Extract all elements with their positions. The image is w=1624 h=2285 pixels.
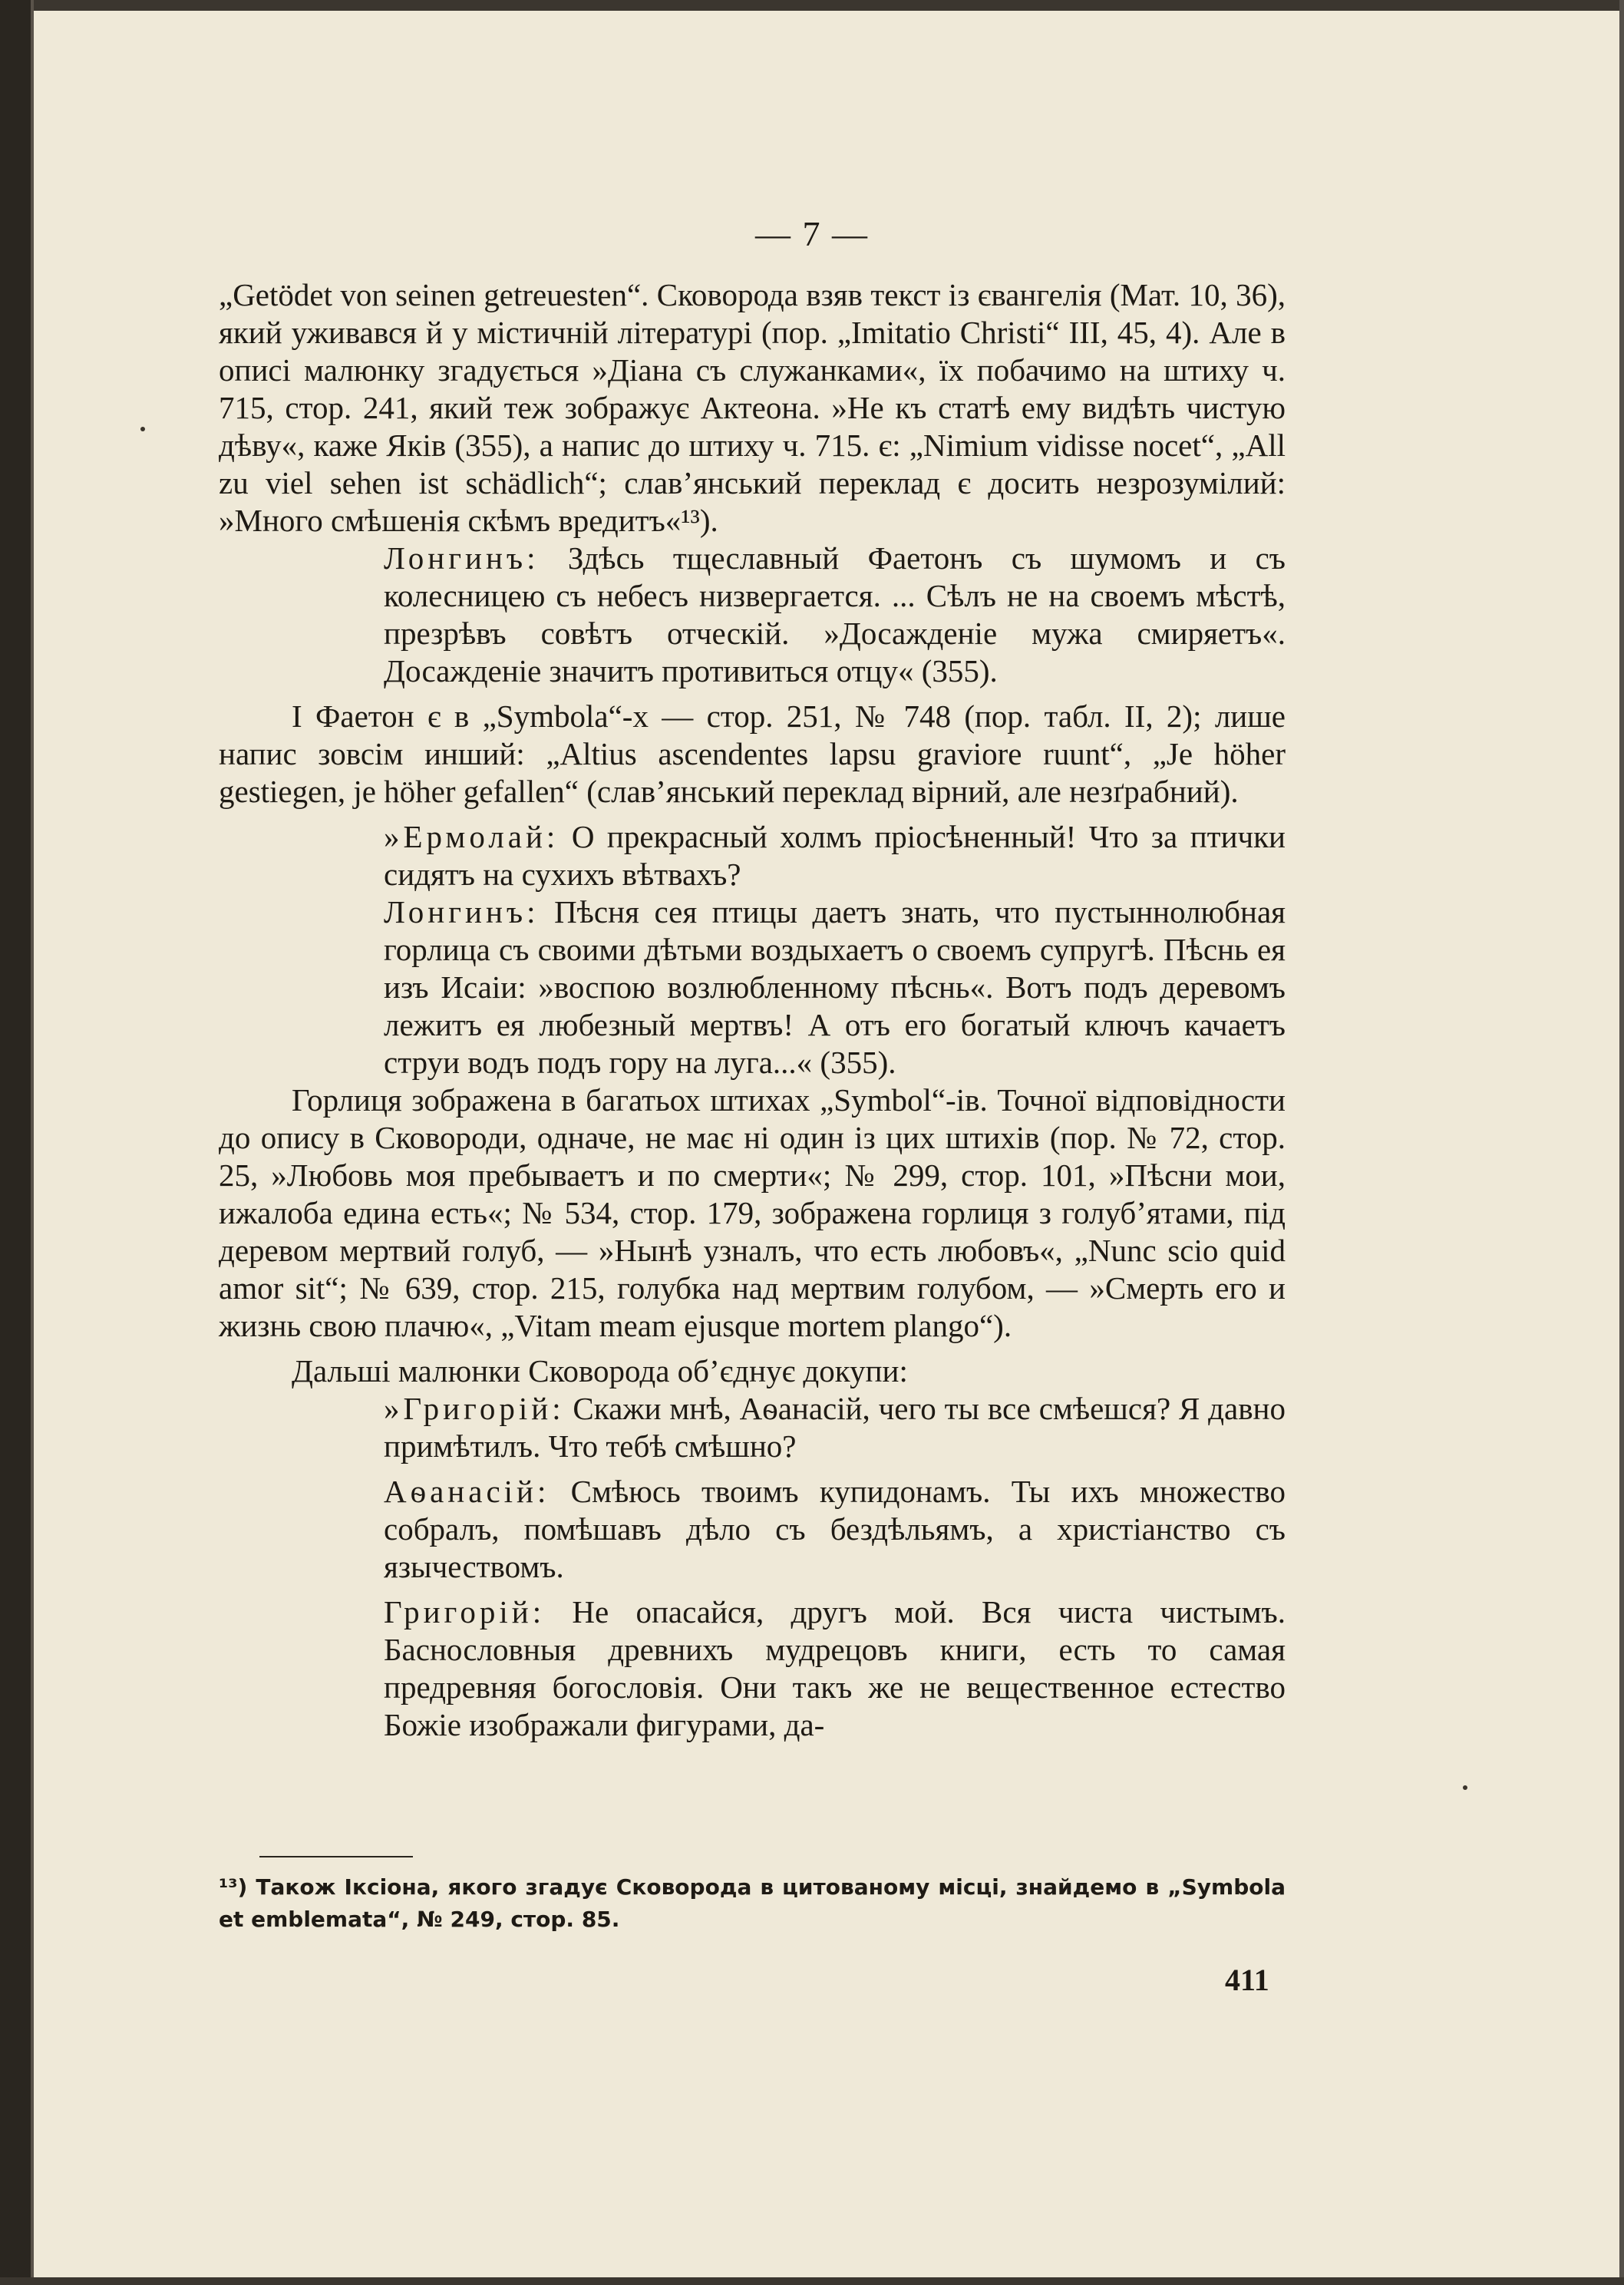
quote-text: Смѣюсь твоимъ купидонамъ. Ты ихъ множество собралъ, помѣшавъ дѣло съ бездѣльямъ, а христіанство съ язычествомъ. [384, 1474, 1286, 1584]
quote-paragraph [384, 1593, 1286, 1744]
quote-text: Не опасайся, другъ мой. Вся чиста чистымъ. Баснословныя древнихъ мудрецовъ книги, есть то самая предревняя богословія. Они такъ же не вещественное естество Божіе изображали фигурами, да- [384, 1594, 1286, 1742]
paragraph: Горлиця зображена в багатьох штихах „Symbol“-ів. Точної відповідности до опису в Сковороди, одначе, не має ні один із цих штихів (пор. № 72, стор. 25, »Любовь моя пребываетъ и по смерти«; № 299, стор. 101, »Пѣсни мои, ижалоба едина есть«; № 534, стор. 179, зображена горлиця з голуб’ятами, під деревом мертвий голуб, — »Нынѣ узналъ, что есть любовъ«, „Nunc scio quid amor sit“; № 639, стор. 215, голубка над мертвим голубом, — »Смерть его и жизнь свою плачю«, „Vitam meam ejusque mortem plango“). [219, 1082, 1286, 1343]
quote-text: Пѣсня сея птицы даетъ знать, что пустыннолюбная горлица съ своими дѣтьми воздыхаетъ о своемъ супругѣ. Пѣснь ея изъ Исаіи: »воспою возлюбленному пѣснь«. Вотъ подъ деревомъ лежитъ ея любезный мертвъ! А отъ его богатый ключъ качаетъ струи водъ подъ гору на луга...« (355). [384, 894, 1286, 1080]
quote-text: Скажи мнѣ, Аѳанасій, чего ты все смѣешся? Я давно примѣтилъ. Что тебѣ смѣшно? [384, 1391, 1286, 1464]
scan-edge-top [0, 0, 1624, 11]
quote-text: Здѣсь тщеславный Фаетонъ съ шумомъ и съ колесницею съ небесъ низвергается. ... Сѣлъ не на своемъ мѣстѣ, презрѣвъ совѣтъ отческій. »Досажденіе мужа смиряетъ«. Досажденіе значитъ противиться отцу« (355). [384, 540, 1286, 688]
quote-paragraph [384, 818, 1286, 893]
paragraph: „Getödet von seinen getreuesten“. Сковорода взяв текст із євангелія (Мат. 10, 36), який уживався й у містичній літературі (пор. „Imitatio Christi“ III, 45, 4). Але в описі малюнку згадується »Діана съ служанками«, їх побачимо на штиху ч. 715, стор. 241, який теж зображує Актеона. »Не къ статѣ ему видѣть чистую дѣву«, каже Яків (355), а напис до штиху ч. 715. є: „Nimium vidisse nocet“, „All zu viel sehen ist schädlich“; слав’янський переклад є досить незрозумілий: »Много смѣшенія скѣмъ вредитъ«¹³). [219, 277, 1286, 538]
scan-edge-left-line [31, 0, 34, 2285]
speaker-name: »Ермолай: [384, 819, 559, 854]
quote-paragraph [384, 893, 1286, 1081]
scan-speck [1463, 1785, 1467, 1790]
footnote-text: Також Іксіона, якого згадує Сковорода в цитованому місці, знайдемо в „Symbola et emblemata“, № 249, стор. 85. [219, 1874, 1286, 1932]
speaker-name: Лонгинъ: [384, 540, 540, 576]
paragraph: І Фаетон є в „Symbola“-х — стор. 251, № 748 (пор. табл. II, 2); лише напис зовсім инший: „Altius ascendentes lapsu graviore ruunt“, „Je höher gestiegen, je höher gefallen“ (слав’янський переклад вірний, але незґрабний). [219, 698, 1286, 809]
quote-paragraph [384, 1390, 1286, 1465]
page-number: — 7 — [755, 214, 869, 253]
speaker-name: »Григорій: [384, 1391, 565, 1426]
scan-edge-left [0, 0, 31, 2285]
scan-speck [140, 427, 145, 431]
footnote [219, 1871, 1286, 1936]
footnote-marker: ¹³) [219, 1874, 248, 1900]
speaker-name: Аѳанасій: [384, 1474, 550, 1509]
quote-text: О прекрасный холмъ пріосѣненный! Что за птички сидятъ на сухихъ вѣтвахъ? [384, 819, 1286, 892]
scan-edge-bottom [0, 2277, 1624, 2285]
folio-number: 411 [1225, 1963, 1269, 1997]
quote-paragraph [384, 540, 1286, 690]
scan-edge-right [1619, 0, 1624, 2285]
footnote-divider [259, 1856, 413, 1857]
main-text [219, 276, 1286, 1744]
speaker-name: Григорій: [384, 1594, 546, 1630]
quote-paragraph [384, 1473, 1286, 1586]
speaker-name: Лонгинъ: [384, 894, 540, 930]
paragraph: Дальші малюнки Сковорода об’єднує докупи: [292, 1353, 908, 1389]
